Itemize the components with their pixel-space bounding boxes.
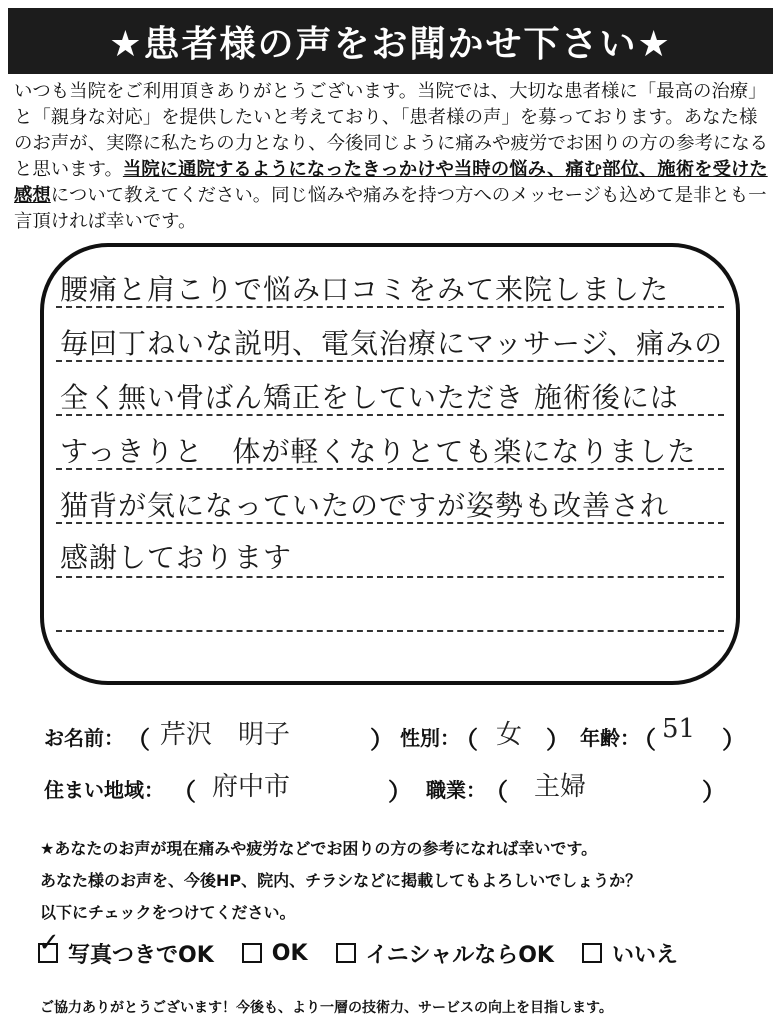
form-title-banner [8,8,773,74]
option-ok-label: OK [271,940,308,966]
option-no-checkbox[interactable] [582,943,602,963]
name-value[interactable]: 芹沢 明子 [160,720,291,750]
intro-text-2: について教えてください。同じ悩みや痛みを持つ方へのメッセージも込めて是非とも一言頂ければ幸いです。 [14,185,767,232]
name-label: お名前： [44,726,124,750]
option-ok[interactable] [242,941,308,966]
handwritten-comment-line: 猫背が気になっていたのですが姿勢も改善され [60,489,670,522]
check-mark-icon: ✓ [38,928,60,958]
option-photo-ok-checkbox[interactable] [38,928,60,963]
option-photo-ok-label: 写真つきでOK [68,942,214,968]
handwritten-comment-line: 毎回丁ねいな説明、電気治療にマッサージ、痛みの [60,327,724,360]
gender-value[interactable]: 女 [496,720,523,750]
handwritten-comment-line: 感謝しております [60,541,293,574]
name-gender-age-row [40,714,760,758]
ruled-line [56,576,724,578]
age-value[interactable]: 51 [662,714,696,744]
job-label: 職業： [426,778,486,802]
open-paren: （ [172,778,196,806]
handwritten-comment-line: 腰痛と肩こりで悩み口コミをみて来院しました [60,273,670,306]
note-line-2: あなた様のお声を、今後HP、院内、チラシなどに掲載してもよろしいでしょうか？ [40,871,642,890]
option-initials-ok-checkbox[interactable] [336,943,356,963]
open-paren: （ [632,726,656,754]
open-paren: （ [454,726,478,754]
consent-options [38,928,758,970]
intro-text-1: いつも当院をご利用頂きありがとうございます。当院では、大切な患者様に「最高の治療」と「親身な対応」を提供したいと考えており、「患者様の声」を募っております。あなた様のお声が、実際に私たちの力となり、今後同じように痛みや疲労でお困りの方の参考になると思います。 [14,81,769,180]
intro-paragraph [14,79,770,235]
intro-highlight: 当院に通院するようになったきっかけや当時の悩み、痛む部位、施術を受けた感想 [14,159,768,206]
open-paren: （ [484,778,508,806]
footer-message: ご協力ありがとうございます！今後も、より一層の技術力、サービスの向上を目指します。 [40,1000,613,1016]
open-paren: （ [126,726,150,754]
close-paren: ） [388,778,412,806]
option-initials-ok-label: イニシャルならOK [365,942,554,968]
close-paren: ） [702,778,726,806]
area-job-row [40,774,760,810]
area-label: 住まい地域： [44,778,164,802]
option-photo-ok[interactable] [38,928,214,969]
area-value[interactable]: 府中市 [212,772,291,802]
form-title: ★患者様の声をお聞かせ下さい★ [109,23,672,65]
age-label: 年齢： [580,726,640,750]
close-paren: ） [722,726,746,754]
option-initials-ok[interactable] [336,938,554,969]
note-line-3: 以下にチェックをつけてください。 [40,903,296,922]
option-no-label: いいえ [611,942,678,968]
option-ok-checkbox[interactable] [242,943,262,963]
ruled-line [56,630,724,632]
job-value[interactable]: 主婦 [534,772,587,802]
note-line-1: ★あなたのお声が現在痛みや疲労などでお困りの方の参考になれば幸いです。 [40,839,598,858]
close-paren: ） [370,726,394,754]
handwritten-comment-line: 全く無い骨ばん矯正をしていただき 施術後には [60,381,679,414]
gender-label: 性別： [400,726,460,750]
option-no[interactable] [582,938,678,969]
close-paren: ） [546,726,570,754]
handwritten-comment-line: すっきりと 体が軽くなりとても楽になりました [60,435,697,468]
